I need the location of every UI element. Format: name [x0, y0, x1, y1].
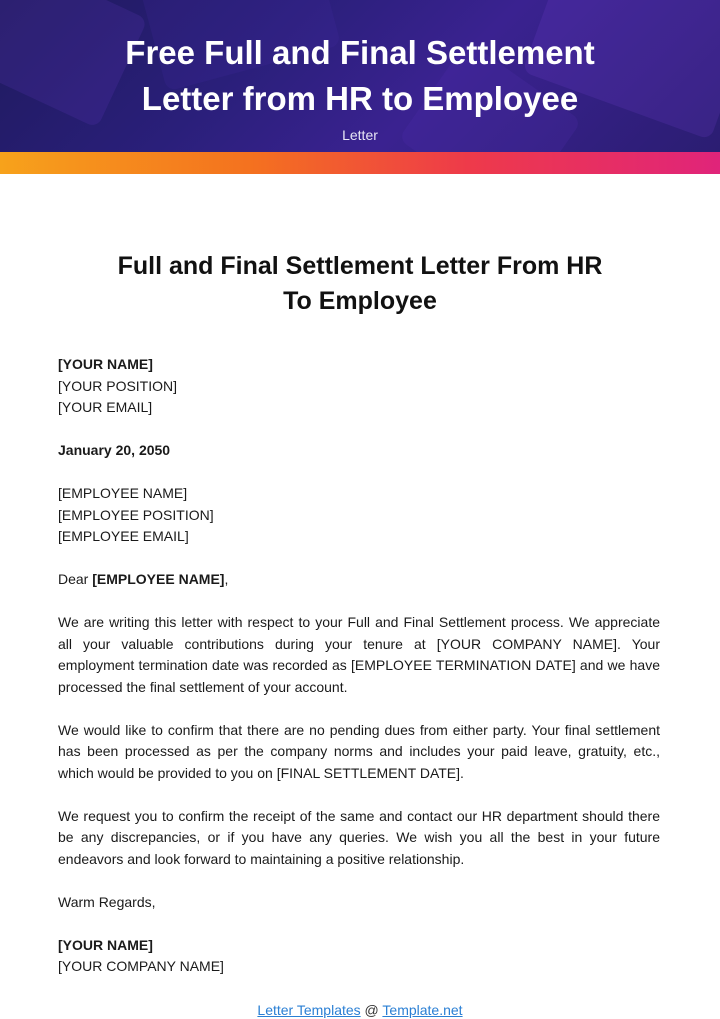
paragraph-1: We are writing this letter with respect to your Full and Final Settlement process. We appreciate all your valuable contributions during your tenure at [YOUR COMPANY NAME]. Your employment termination date was recorded as [EMPLOYEE TERMINATION DATE] and we have processed the final settlement of your account.	[58, 614, 660, 695]
recipient-position: [EMPLOYEE POSITION]	[58, 506, 214, 523]
banner-subtitle: Letter	[342, 127, 378, 143]
footer-separator: @	[360, 1002, 383, 1018]
salutation-name: [EMPLOYEE NAME]	[92, 571, 225, 587]
banner-title-line1: Free Full and Final Settlement	[125, 34, 595, 71]
salutation-suffix: ,	[224, 571, 229, 587]
signature-company: [YOUR COMPANY NAME]	[58, 958, 224, 974]
paragraph-3: We request you to confirm the receipt of the same and contact our HR department should there be any discrepancies, or if you have any queries. We wish you all the best in your future endeavors and look forward to maintaining a positive relationship.	[58, 807, 660, 867]
letter-date: January 20, 2050	[58, 442, 171, 458]
salutation	[58, 569, 660, 591]
banner-title	[0, 30, 720, 122]
closing: Warm Regards,	[58, 893, 156, 910]
sender-email: [YOUR EMAIL]	[58, 399, 153, 415]
letter-templates-link[interactable]: Letter Templates	[257, 1002, 361, 1018]
sender-name: [YOUR NAME]	[58, 356, 153, 372]
banner-title-line2: Letter from HR to Employee	[141, 80, 579, 117]
accent-bar	[0, 152, 720, 174]
signature-name: [YOUR NAME]	[58, 936, 153, 953]
header-banner	[0, 0, 720, 152]
document-title	[40, 249, 680, 319]
letter-body	[58, 354, 660, 978]
recipient-name: [EMPLOYEE NAME]	[58, 485, 188, 501]
paragraph-2: We would like to confirm that there are no pending dues from either party. Your final settlement has been processed as per the company norms and includes your paid leave, gratuity, etc., which would be provided to you on [FINAL SETTLEMENT DATE].	[58, 721, 660, 781]
sender-position: [YOUR POSITION]	[58, 377, 178, 394]
footer	[0, 1002, 720, 1018]
salutation-prefix: Dear	[58, 571, 93, 587]
template-net-link[interactable]: Template.net	[382, 1002, 463, 1018]
recipient-email: [EMPLOYEE EMAIL]	[58, 528, 189, 544]
document-title-line1: Full and Final Settlement Letter From HR	[117, 252, 603, 280]
document-title-line2: To Employee	[283, 287, 437, 315]
